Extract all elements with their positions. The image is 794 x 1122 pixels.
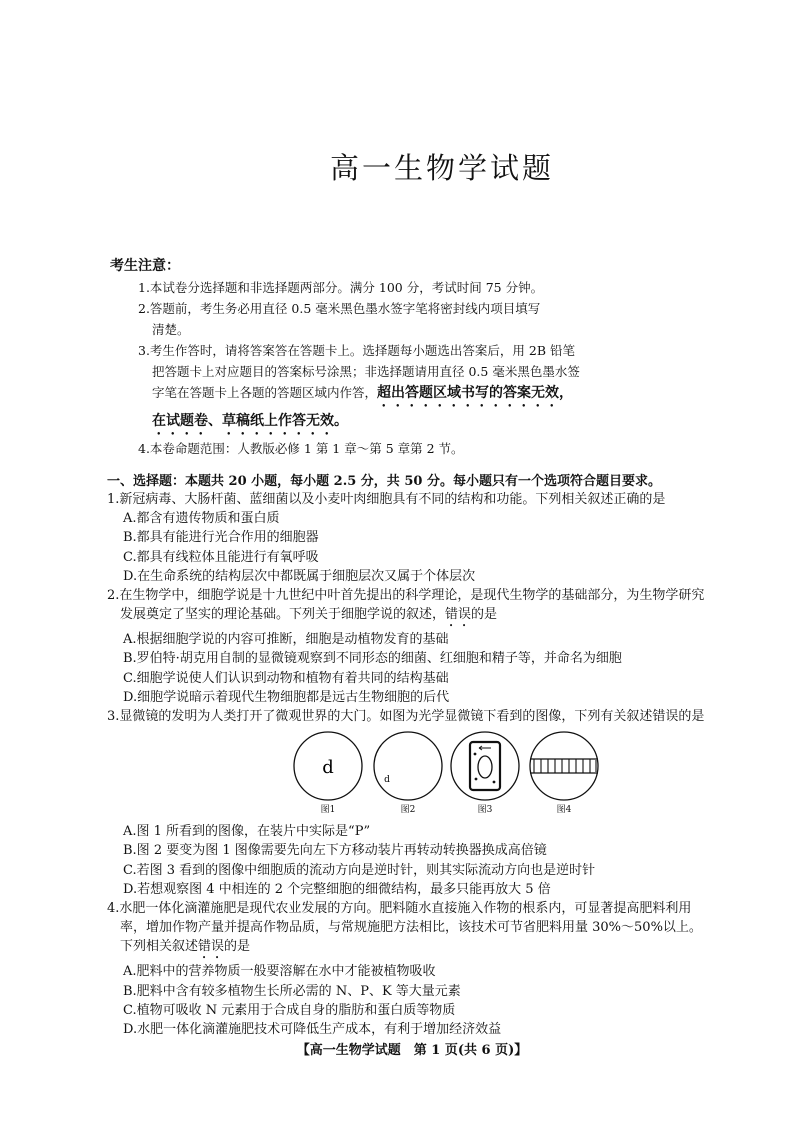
figure-2-label: 图2	[400, 805, 416, 816]
figure-3-view	[445, 730, 525, 802]
question-2-option-c: C.细胞学说使人们认识到动物和植物有着共同的结构基础	[123, 670, 449, 686]
question-1-option-d: D.在生命系统的结构层次中都既属于细胞层次又属于个体层次	[123, 568, 476, 584]
question-1-option-a: A.都含有遗传物质和蛋白质	[123, 511, 280, 527]
question-4-stem-text: 下列相关叙述	[120, 939, 199, 955]
notice-item-3-cont3	[138, 410, 638, 438]
notice-item-3-cont2	[138, 382, 638, 410]
figure-1-label: 图1	[320, 805, 336, 816]
question-list	[107, 490, 747, 1039]
notice-item-1: 1.本试卷分选择题和非选择题两部分。满分 100 分，考试时间 75 分钟。	[138, 280, 544, 295]
figure-1	[288, 730, 368, 816]
notice-item-2-cont: 清楚。	[152, 322, 190, 337]
question-2-stem-cont	[107, 605, 747, 630]
question-4	[107, 899, 747, 1039]
question-4-option-d: D.水肥一体化滴灌施肥技术可降低生产成本，有利于增加经济效益	[123, 1022, 502, 1038]
notice-list	[138, 277, 638, 459]
question-1-option-c: C.都具有线粒体且能进行有氧呼吸	[123, 549, 319, 565]
notice-emphasis-1: 超出答题区域书写的答案无效，	[377, 385, 574, 401]
question-3-stem: 3.显微镜的发明为人类打开了微观世界的大门。如图为光学显微镜下看到的图像，下列有关叙述错误的是	[107, 709, 705, 725]
question-1	[107, 490, 747, 586]
notice-item-4: 4.本卷命题范围：人教版必修 1 第 1 章～第 5 章第 2 节。	[138, 441, 464, 456]
figure-3-label: 图3	[477, 805, 493, 816]
page-title: 高一生物学试题	[329, 151, 554, 185]
question-3-option-c: C.若图 3 看到的图像中细胞质的流动方向是逆时针，则其实际流动方向也是逆时针	[123, 862, 596, 878]
notice-item-3: 3.考生作答时，请将答案答在答题卡上。选择题每小题选出答案后，用 2B 铅笔	[138, 343, 576, 358]
question-4-option-c: C.植物可吸收 N 元素用于合成自身的脂肪和蛋白质等物质	[123, 1002, 456, 1018]
notice-item-3-text: 字笔在答题卡上各题的答题区域内作答，	[152, 385, 378, 400]
question-3-option-d: D.若想观察图 4 中相连的 2 个完整细胞的细微结构，最多只能再放大 5 倍	[123, 881, 551, 897]
figure-4-view	[524, 730, 604, 802]
question-2-option-d: D.细胞学说暗示着现代生物细胞都是远古生物细胞的后代	[123, 689, 450, 705]
figure-3-flow-arrow	[479, 746, 491, 750]
question-4-stem-end: 的是	[224, 939, 251, 955]
notice-emphasis-2: 在试题卷、草稿纸上作答无效。	[152, 413, 348, 429]
question-2-stem-mark: 错误	[445, 607, 472, 623]
question-4-stem: 4.水肥一体化滴灌施肥是现代农业发展的方向。肥料随水直接施入作物的根系内，可显著提高肥料利用	[107, 901, 692, 917]
question-2	[107, 586, 747, 707]
question-1-option-b: B.都具有能进行光合作用的细胞器	[123, 530, 319, 546]
notice-item-3-cont1: 把答题卡上对应题目的答案标号涂黑；非选择题请用直径 0.5 毫米黑色墨水签	[152, 364, 580, 379]
question-2-option-b: B.罗伯特·胡克用自制的显微镜观察到不同形态的细菌、红细胞和精子等，并命名为细胞	[123, 651, 622, 667]
question-2-option-a: A.根据细胞学说的内容可推断，细胞是动植物发育的基础	[123, 632, 449, 648]
question-3	[107, 707, 747, 899]
figure-4	[524, 730, 604, 816]
section-heading: 一、选择题：本题共 20 小题，每小题 2.5 分，共 50 分。每小题只有一个选项符合题目要求。	[107, 474, 661, 489]
figure-4-cell-row	[534, 759, 596, 773]
figure-1-letter: d	[322, 757, 334, 779]
question-4-option-a: A.肥料中的营养物质一般要溶解在水中才能被植物吸收	[123, 964, 436, 980]
question-4-stem-cont1: 率，增加作物产量并提高作物品质，与常规施肥方法相比，该技术可节省肥料用量 30%～50%以上。	[120, 920, 702, 936]
figure-3-cell-wall	[470, 742, 500, 790]
question-4-stem-mark: 错误	[198, 939, 225, 955]
microscope-figures	[107, 730, 747, 822]
question-2-stem: 2.在生物学中，细胞学说是十九世纪中叶首先提出的科学理论，是现代生物学的基础部分，为生物学研究	[107, 588, 705, 604]
figure-2	[368, 730, 448, 816]
figure-2-view	[368, 730, 448, 802]
question-4-option-b: B.肥料中含有较多植物生长所必需的 N、P、K 等大量元素	[123, 983, 461, 999]
question-2-stem-end: 的是	[471, 607, 498, 623]
figure-4-label: 图4	[556, 805, 572, 816]
page-footer: 【高一生物学试题 第 1 页(共 6 页)】	[296, 1043, 528, 1058]
figure-3-vacuole	[478, 756, 492, 778]
question-3-option-a: A.图 1 所看到的图像，在装片中实际是“P”	[123, 824, 371, 840]
question-1-stem: 1.新冠病毒、大肠杆菌、蓝细菌以及小麦叶肉细胞具有不同的结构和功能。下列相关叙述正确的是	[107, 492, 666, 507]
figure-3	[445, 730, 525, 816]
figure-2-letter: d	[384, 775, 390, 786]
question-2-stem-text: 发展奠定了坚实的理论基础。下列关于细胞学说的叙述，	[120, 607, 446, 623]
figure-1-view	[288, 730, 368, 802]
notice-item-2: 2.答题前，考生务必用直径 0.5 毫米黑色墨水签字笔将密封线内项目填写	[138, 301, 541, 316]
question-3-option-b: B.图 2 要变为图 1 图像需要先向左下方移动装片再转动转换器换成高倍镜	[123, 843, 547, 859]
notice-heading: 考生注意：	[110, 258, 180, 274]
question-4-stem-cont2	[107, 937, 747, 962]
